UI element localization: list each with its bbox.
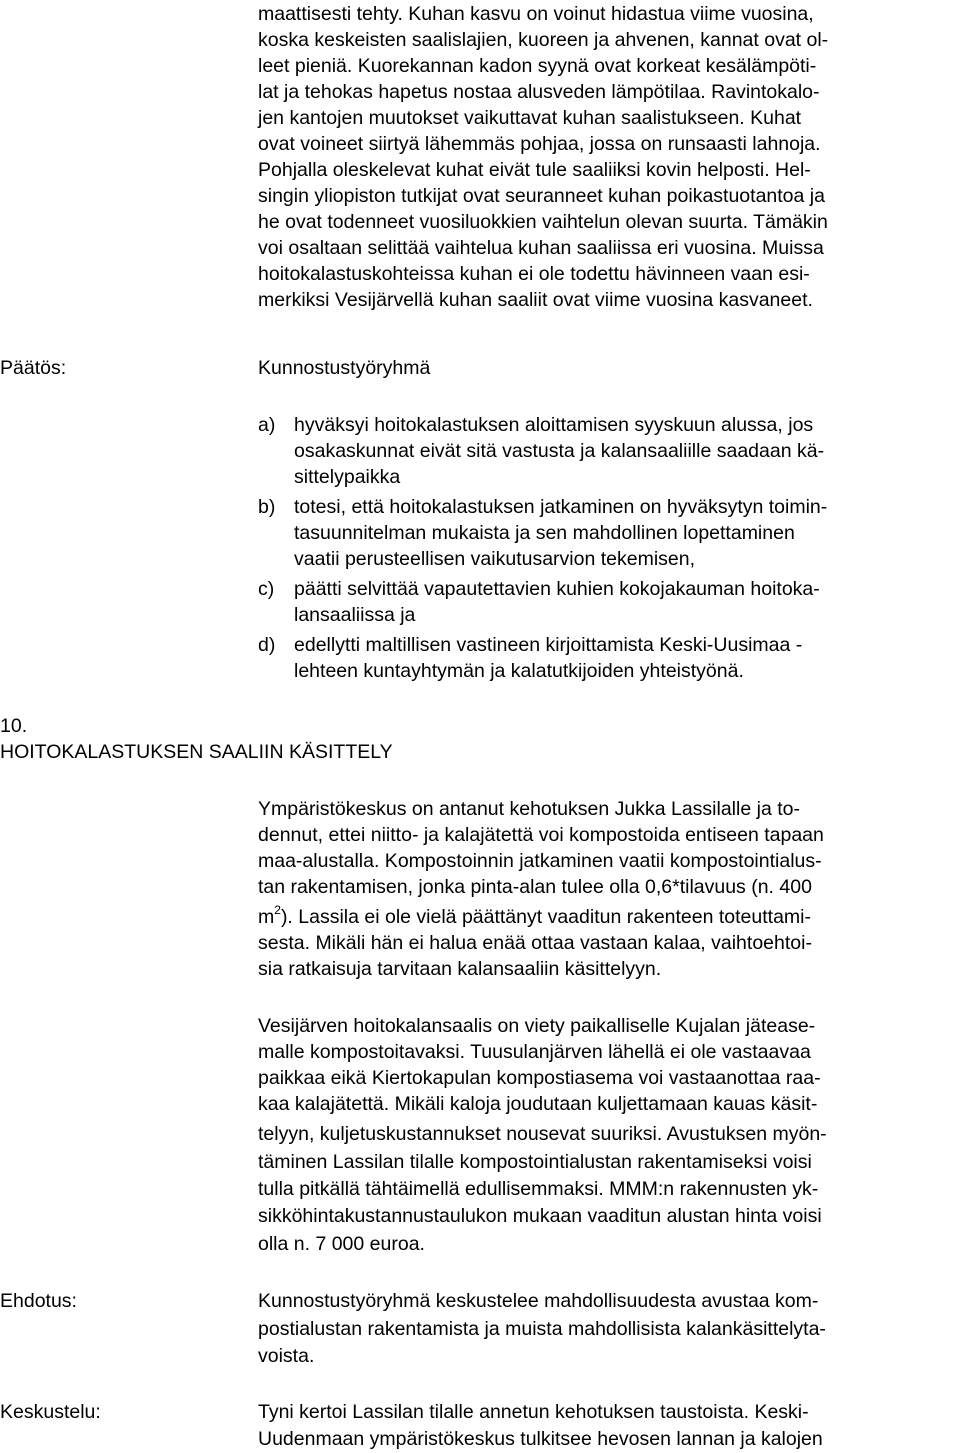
text-line: paikkaa eikä Kiertokapulan kompostiasema voi vastaanottaa raa- (258, 1067, 821, 1089)
text-line: leet pieniä. Kuorekannan kadon syynä ovat korkeat kesälämpöti- (258, 55, 817, 77)
text-line-with-superscript (258, 903, 811, 931)
text-line: Ympäristökeskus on antanut kehotuksen Jukka Lassilalle ja to- (258, 798, 800, 820)
text-line: kaa kalajätettä. Mikäli kaloja joudutaan kuljettamaan kauas käsit- (258, 1093, 818, 1115)
section-title: HOITOKALASTUKSEN SAALIIN KÄSITTELY (0, 741, 393, 763)
text-line: maattisesti tehty. Kuhan kasvu on voinut hidastua viime vuosina, (258, 3, 814, 25)
superscript: 2 (274, 902, 281, 917)
text-line: tulla pitkällä tähtäimellä edullisemmaksi. MMM:n rakennusten yk- (258, 1178, 819, 1200)
text-line: ovat voineet siirtyä lähemmäs pohjaa, jossa on runsaasti lahnoja. (258, 133, 821, 155)
text-line: Vesijärven hoitokalansaalis on viety paikalliselle Kujalan jätease- (258, 1015, 816, 1037)
text-line: postialustan rakentamista ja muista mahdollisista kalankäsittelyta- (258, 1318, 826, 1340)
list-item-line: osakaskunnat eivät sitä vastusta ja kalansaaliille saadaan kä- (294, 440, 825, 462)
list-item-line: edellytti maltillisen vastineen kirjoittamista Keski-Uusimaa - (294, 634, 803, 656)
text-line: Kunnostustyöryhmä keskustelee mahdollisuudesta avustaa kom- (258, 1290, 819, 1312)
proposal-label: Ehdotus: (0, 1290, 77, 1312)
list-item-line: päätti selvittää vapautettavien kuhien kokojakauman hoitoka- (294, 578, 820, 600)
list-marker: b) (258, 496, 276, 518)
text-line: voista. (258, 1345, 315, 1367)
list-item-line: vaatii perusteellisen vaikutusarvion tekemisen, (294, 548, 696, 570)
discussion-label: Keskustelu: (0, 1401, 101, 1423)
text-line: Tyni kertoi Lassilan tilalle annetun kehotuksen taustoista. Keski- (258, 1401, 809, 1423)
list-item-line: tasuunnitelman mukaista ja sen mahdollinen lopettaminen (294, 522, 795, 544)
text-line: maa-alustalla. Kompostoinnin jatkaminen vaatii kompostointialus- (258, 850, 822, 872)
text-line: he ovat todenneet vuosiluokkien vaihtelun olevan suurta. Tämäkin (258, 211, 828, 233)
text-line: malle kompostoitavaksi. Tuusulanjärven lähellä ei ole vastaavaa (258, 1041, 811, 1063)
text-line: telyyn, kuljetuskustannukset nousevat suuriksi. Avustuksen myön- (258, 1123, 827, 1145)
text-line: merkiksi Vesijärvellä kuhan saaliit ovat viime vuosina kasvaneet. (258, 289, 813, 311)
list-marker: d) (258, 634, 276, 656)
text-line: tan rakentamisen, jonka pinta-alan tulee olla 0,6*tilavuus (n. 400 (258, 876, 812, 898)
text-line: koska keskeisten saalislajien, kuoreen ja ahvenen, kannat ovat ol- (258, 29, 829, 51)
text-line: dennut, ettei niitto- ja kalajätettä voi kompostoida entiseen tapaan (258, 824, 824, 846)
text-line: Uudenmaan ympäristökeskus tulkitsee hevosen lannan ja kalojen (258, 1428, 823, 1450)
text-line: voi osaltaan selittää vaihtelua kuhan saaliissa eri vuosina. Muissa (258, 237, 824, 259)
text-line: olla n. 7 000 euroa. (258, 1233, 425, 1255)
text-line: singin yliopiston tutkijat ovat seuranneet kuhan poikastuotantoa ja (258, 185, 825, 207)
text-line: sikköhintakustannustaulukon mukaan vaaditun alustan hinta voisi (258, 1205, 822, 1227)
text-line: täminen Lassilan tilalle kompostointialustan rakentamiseksi voisi (258, 1151, 812, 1173)
text-line: sesta. Mikäli hän ei halua enää ottaa vastaan kalaa, vaihtoehtoi- (258, 932, 812, 954)
list-item-line: hyväksyi hoitokalastuksen aloittamisen syyskuun alussa, jos (294, 414, 814, 436)
list-marker: a) (258, 414, 276, 436)
text-line: jen kantojen muutokset vaikuttavat kuhan saalistukseen. Kuhat (258, 107, 802, 129)
section-number: 10. (0, 715, 28, 737)
list-item-line: lehteen kuntayhtymän ja kalatutkijoiden yhteistyönä. (294, 660, 744, 682)
decision-body: Kunnostustyöryhmä (258, 357, 431, 379)
text-line: ). Lassila ei ole vielä päättänyt vaaditun rakenteen toteuttami- (280, 906, 811, 928)
list-marker: c) (258, 578, 275, 600)
list-item-line: lansaaliissa ja (294, 604, 416, 626)
list-item-line: totesi, että hoitokalastuksen jatkaminen on hyväksytyn toimin- (294, 496, 828, 518)
text-line: hoitokalastuskohteissa kuhan ei ole todettu hävinneen vaan esi- (258, 263, 810, 285)
text-line: lat ja tehokas hapetus nostaa alusveden lämpötilaa. Ravintokalo- (258, 81, 820, 103)
text-line: Pohjalla oleskelevat kuhat eivät tule saaliiksi kovin helposti. Hel- (258, 159, 811, 181)
decision-label: Päätös: (0, 357, 67, 379)
list-item-line: sittelypaikka (294, 466, 401, 488)
unit-text: m (258, 906, 275, 928)
text-line: sia ratkaisuja tarvitaan kalansaaliin käsittelyyn. (258, 958, 662, 980)
